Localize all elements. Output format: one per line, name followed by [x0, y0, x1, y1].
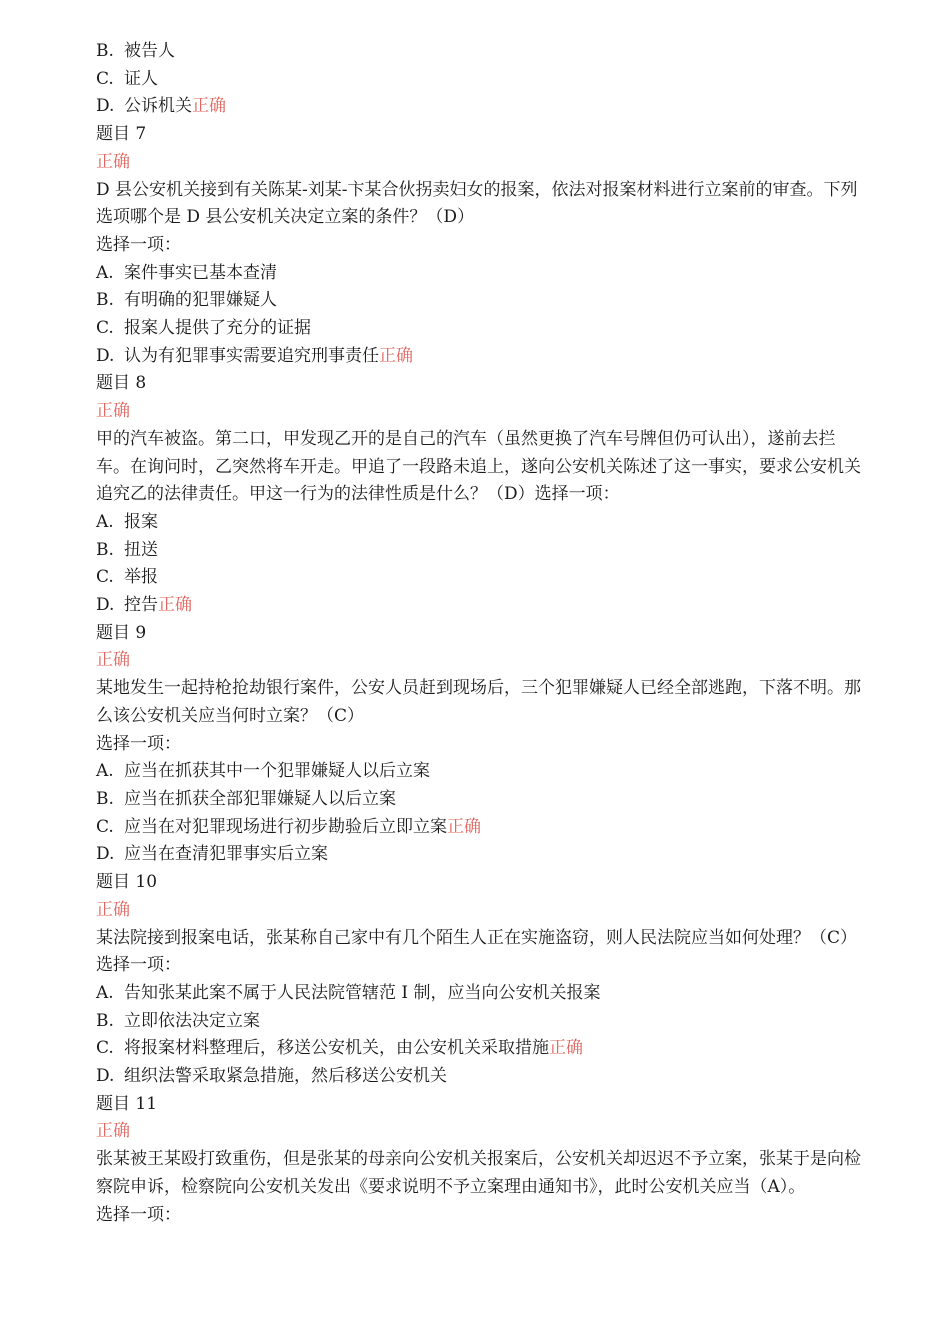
option-letter: C. [96, 68, 114, 89]
question-status: 正确 [96, 151, 130, 172]
answer-option [96, 38, 866, 66]
correct-mark: 正确 [447, 816, 481, 837]
question-status: 正确 [96, 899, 130, 920]
question-status: 正确 [96, 1121, 130, 1142]
choose-one-label: 选择一项： [96, 234, 181, 255]
question-text: 张某被王某殴打致重伤，但是张某的母亲向公安机关报案后，公安机关却迟迟不予立案，张某于是向检察院申诉，检察院向公安机关发出《要求说明不予立案理由通知书》，此时公安机关应当（A）。 [96, 1149, 861, 1197]
answer-option [96, 93, 866, 121]
option-text: 认为有犯罪事实需要追究刑事责任 [124, 345, 379, 366]
answer-option [96, 841, 866, 869]
option-letter: B. [96, 290, 114, 311]
answer-option [96, 758, 866, 786]
option-text: 证人 [124, 68, 158, 89]
option-text: 有明确的犯罪嫌疑人 [124, 290, 277, 311]
option-text: 立即依法决定立案 [124, 1010, 260, 1031]
choose-one-label: 选择一项： [96, 1204, 181, 1225]
option-letter: B. [96, 1010, 114, 1031]
option-text: 将报案材料整理后，移送公安机关，由公安机关采取措施 [124, 1038, 549, 1059]
answer-option [96, 564, 866, 592]
option-letter: B. [96, 539, 114, 560]
answer-option [96, 343, 866, 371]
question-text: D 县公安机关接到有关陈某-刘某-卞某合伙拐卖妇女的报案，依法对报案材料进行立案前的审查。下列选项哪个是 D 县公安机关决定立案的条件？（D） [96, 179, 858, 228]
question-heading: 题目 8 [96, 373, 147, 394]
question-text: 某法院接到报案电话，张某称自己家中有几个陌生人正在实施盗窃，则人民法院应当如何处理？（C） [96, 927, 858, 948]
option-text: 告知张某此案不属于人民法院管辖范 I 制，应当向公安机关报案 [124, 982, 601, 1003]
option-letter: B. [96, 41, 114, 61]
answer-option [96, 786, 866, 814]
answer-option [96, 1035, 866, 1063]
choose-one-label: 选择一项： [96, 955, 181, 976]
question-heading: 题目 9 [96, 622, 147, 643]
option-text: 扭送 [124, 539, 158, 560]
option-text: 控告 [124, 595, 158, 616]
document-body [96, 38, 866, 1229]
correct-mark: 正确 [549, 1038, 583, 1059]
answer-option [96, 537, 866, 565]
option-letter: A. [96, 761, 114, 782]
option-letter: D. [96, 345, 115, 366]
answer-option [96, 315, 866, 343]
option-text: 公诉机关 [124, 96, 192, 117]
option-text: 被告人 [124, 41, 175, 61]
answer-option [96, 814, 866, 842]
answer-option [96, 260, 866, 288]
answer-option [96, 66, 866, 94]
correct-mark: 正确 [192, 96, 226, 117]
option-letter: C. [96, 816, 114, 837]
option-text: 案件事实已基本查清 [124, 262, 277, 283]
option-text: 应当在抓获全部犯罪嫌疑人以后立案 [124, 788, 396, 809]
option-letter: D. [96, 844, 115, 865]
answer-option [96, 1063, 866, 1091]
option-letter: A. [96, 262, 114, 283]
correct-mark: 正确 [379, 345, 413, 366]
option-text: 应当在抓获其中一个犯罪嫌疑人以后立案 [124, 761, 430, 782]
answer-option [96, 980, 866, 1008]
answer-option [96, 287, 866, 315]
question-text: 甲的汽车被盗。第二口，甲发现乙开的是自己的汽车（虽然更换了汽车号牌但仍可认出），遂前去拦车。在询问时，乙突然将车开走。甲追了一段路未追上，遂向公安机关陈述了这一事实，要求公安机关追究乙的法律责任。甲这一行为的法律性质是什么？（D）选择一项： [96, 428, 861, 505]
option-text: 组织法警采取紧急措施，然后移送公安机关 [124, 1066, 447, 1087]
option-letter: D. [96, 595, 115, 616]
answer-option [96, 509, 866, 537]
option-text: 报案 [124, 511, 158, 532]
option-text: 报案人提供了充分的证据 [124, 318, 311, 339]
option-letter: D. [96, 1066, 115, 1087]
option-letter: C. [96, 567, 114, 588]
question-status: 正确 [96, 401, 130, 422]
option-text: 应当在查清犯罪事实后立案 [124, 844, 328, 865]
option-letter: C. [96, 318, 114, 339]
answer-option [96, 592, 866, 620]
option-letter: A. [96, 511, 114, 532]
question-text: 某地发生一起持枪抢劫银行案件，公安人员赶到现场后，三个犯罪嫌疑人已经全部逃跑，下落不明。那么该公安机关应当何时立案？（C） [96, 678, 861, 726]
option-letter: D. [96, 96, 115, 117]
question-heading: 题目 10 [96, 872, 158, 893]
question-status: 正确 [96, 650, 130, 671]
question-heading: 题目 7 [96, 124, 147, 145]
answer-option [96, 1008, 866, 1036]
question-heading: 题目 11 [96, 1093, 158, 1114]
option-letter: A. [96, 982, 114, 1003]
choose-one-label: 选择一项： [96, 733, 181, 754]
option-text: 举报 [124, 567, 158, 588]
option-letter: C. [96, 1038, 114, 1059]
correct-mark: 正确 [158, 595, 192, 616]
option-text: 应当在对犯罪现场进行初步勘验后立即立案 [124, 816, 447, 837]
option-letter: B. [96, 788, 114, 809]
